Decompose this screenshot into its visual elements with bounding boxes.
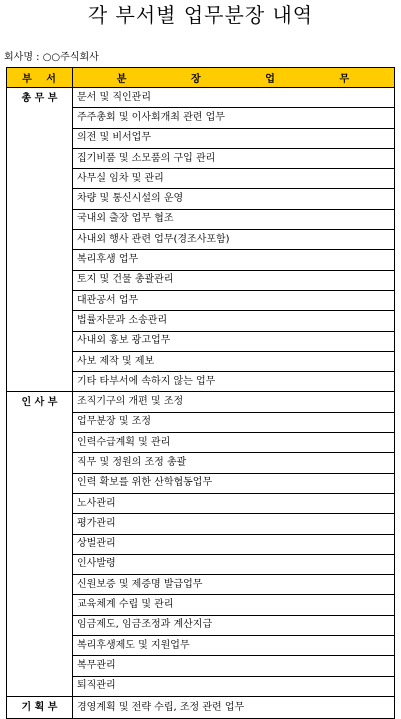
duty-item: 인사발령	[73, 554, 395, 574]
duty-item: 사무실 임차 및 관리	[73, 169, 395, 189]
duty-item: 신원보증 및 제증명 발급업무	[73, 575, 395, 595]
duties-header-char: 업	[265, 74, 276, 85]
duties-header-char: 장	[191, 74, 202, 85]
duty-table-body	[7, 88, 395, 719]
duty-item: 복리후생 업무	[73, 250, 395, 270]
duty-item: 사내외 행사 관련 업무(경조사포함)	[73, 230, 395, 250]
duty-item: 의전 및 비서업무	[73, 128, 395, 148]
duty-item: 대관공서 업무	[73, 290, 395, 310]
table-header-row	[7, 68, 395, 88]
dept-column-header	[7, 68, 73, 88]
duty-item: 퇴직관리	[73, 676, 395, 696]
duty-item: 교육체계 수립 및 관리	[73, 595, 395, 615]
duty-item: 국내외 출장 업무 협조	[73, 209, 395, 229]
company-name: 회사명 : ○○주식회사	[4, 52, 99, 63]
duty-item: 복무관리	[73, 656, 395, 676]
duty-item: 법률자문과 소송관리	[73, 311, 395, 331]
duty-item: 토지 및 건물 총괄관리	[73, 270, 395, 290]
dept-column-label: 부 서	[22, 74, 57, 85]
duty-item: 경영계획 및 전략 수립, 조정 관련 업무	[73, 696, 395, 718]
duty-item: 차량 및 통신시설의 운영	[73, 189, 395, 209]
duty-item: 업무분장 및 조정	[73, 412, 395, 432]
duty-item: 상벌관리	[73, 534, 395, 554]
department-name: 기 획 부	[7, 696, 73, 718]
duty-item: 임금제도, 임금조정과 계산지급	[73, 615, 395, 635]
duty-item: 복리후생제도 및 지원업무	[73, 636, 395, 656]
duty-item: 집기비품 및 소모품의 구입 관리	[73, 148, 395, 168]
duties-header-char: 무	[339, 74, 351, 85]
duty-item: 기타 타부서에 속하지 않는 업무	[73, 372, 395, 392]
duty-item: 사내외 홍보 광고업무	[73, 331, 395, 351]
department-name: 총 무 부	[7, 88, 73, 392]
duty-item: 노사관리	[73, 493, 395, 513]
duty-item: 인력수급계획 및 관리	[73, 433, 395, 453]
duty-item: 인력 확보를 위한 산학협동업무	[73, 473, 395, 493]
duty-item: 직무 및 정원의 조정 총괄	[73, 453, 395, 473]
document-title: 각 부서별 업무분장 내역	[87, 3, 314, 27]
duty-table	[6, 67, 395, 719]
table-row	[7, 696, 395, 718]
duty-item: 평가관리	[73, 514, 395, 534]
table-row	[7, 392, 395, 412]
duty-item: 주주총회 및 이사회개최 관련 업무	[73, 108, 395, 128]
duties-column-header	[73, 68, 395, 88]
duty-item: 조직기구의 개편 및 조정	[73, 392, 395, 412]
table-row	[7, 88, 395, 108]
duties-header-char: 분	[116, 74, 128, 85]
duty-item: 사보 제작 및 제보	[73, 351, 395, 371]
department-name: 인 사 부	[7, 392, 73, 696]
duty-item: 문서 및 직인관리	[73, 88, 395, 108]
